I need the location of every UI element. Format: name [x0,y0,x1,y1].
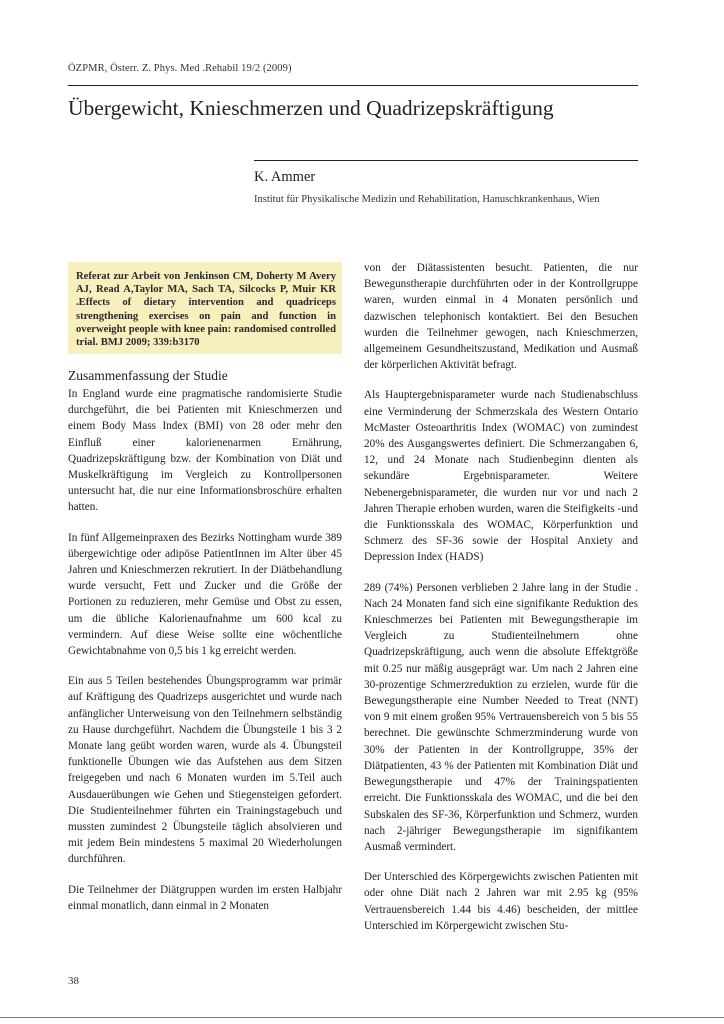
paragraph: In England wurde eine pragmatische randomisierte Studie durchgeführt, die bei Patienten mit Knieschmerzen und einem Body Mass Index (BMI) von 28 oder mehr den Einfluß einer kalorienenarmen Ernährung, Quadrizepskräftigung bzw. der Kombination von Diät und Muskelkräftigung im Vergleich zu Kontrollpersonen untersucht hat, die nur eine Informationsbroschüre erhalten hatten. [68,388,342,514]
page-number: 38 [68,975,79,987]
journal-citation: ÖZPMR, Österr. Z. Phys. Med .Rehabil 19/2 (2009) [68,63,292,74]
left-column [68,386,342,928]
paragraph: von der Diätassistenten besucht. Patienten, die nur Bewegunstherapie durchführten oder in der Kontrollgruppe waren, wurden einmal in 4 Monaten persönlich und dazwischen telephonisch kontaktiert. Bei den Besuchen wurden die Teilnehmer gewogen, nach Knieschmerzen, allgemeinem Gesundheitszustand, Medikation und Ausmaß der körperlichen Aktivität befragt. [364,262,638,372]
paragraph: Die Teilnehmer der Diätgruppen wurden im ersten Halbjahr einmal monatlich, dann einmal in 2 Monaten [68,883,342,912]
paragraph: Ein aus 5 Teilen bestehendes Übungsprogramm war primär auf Kräftigung des Quadrizeps ausgerichtet und wurde nach anfänglicher Unterweisung von den Teilnehmern selbständig zu Hause durchgeführt. Nachdem die Übungsteile 1 bis 3 2 Monate lang geübt worden waren, wurde als 4. Übungsteil funktionelle Übungen wie das Aufstehen aus dem Sitzen freigegeben und nach 6 Monaten wurden im 5.Teil auch Ausdauerübungen wie Gehen und Stiegensteigen gefordert. Die Studienteilnehmer führten ein Trainingstagebuch und mussten zumindest 2 Übungsteile täglich absolvieren und mit jedem Bein mindestens 5 maximal 20 Wiederholungen durchführen. [68,675,342,866]
footer-divider [0,1017,724,1018]
reference-text: Referat zur Arbeit von Jenkinson CM, Doherty M Avery AJ, Read A,Taylor MA, Sach TA, Silcocks P, Muir KR .Effects of dietary intervention and quadriceps strengthening exercises on pain and function in overweight people with knee pain: randomised controlled trial. BMJ 2009; 339:b3170 [76,271,336,349]
article-title: Übergewicht, Knieschmerzen und Quadrizepskräftigung [68,96,554,120]
header-divider [68,85,638,86]
paragraph: Als Hauptergebnisparameter wurde nach Studienabschluss eine Verminderung der Schmerzskala des Western Ontario McMaster Osteoarthritis Index (WOMAC) von zumindest 20% des Ausgangswertes definiert. Die Schmerzangaben 6, 12, und 24 Monate nach Studienbeginn dienten als sekundäre Ergebnisparameter. Weitere Nebenergebnisparameter, die wurden nur vor und nach 2 Jahren Therapie erhoben wurden, waren die Steifigkeits -und die Funktionsskala des WOMAC, Körperfunktion und Schmerz des SF-36 sowie der Hospital Anxiety and Depression Index (HADS) [364,389,638,564]
author-affiliation: Institut für Physikalische Medizin und Rehabilitation, Hanuschkrankenhaus, Wien [254,194,600,205]
right-column [364,260,638,948]
author-divider [254,160,638,161]
author-name: K. Ammer [254,169,316,185]
paragraph: 289 (74%) Personen verblieben 2 Jahre lang in der Studie . Nach 24 Monaten fand sich eine signifikante Reduktion des Knieschmerzes bei Patienten mit Bewegungstherapie im Vergleich zu Studienteilnehmern ohne Quadrizepskräftigung, auch wenn die absolute Effektgröße mit 0.25 nur mäßig ausgeprägt war. Um nach 2 Jahren eine 30-prozentige Schmerzreduktion zu erzielen, wurde für die Bewegungstherapie eine Number Needed to Treat (NNT) von 9 mit einem großen 95% Vertrauensbereich von 5 bis 55 berechnet. Die gewünschte Schmerzminderung wurde von 30% der Patienten in der Kontrollgruppe, 35% der Diätpatienten, 43 % der Patienten mit Kombination Diät und Bewegungstherapie und 47% der Trainingspatienten erreicht. Die Funktionsskala des WOMAC, und die bei den Subskalen des SF-36, Körperfunktion und Schmerz, wurden nach 2-jähriger Bewegungstherapie im signifikantem Ausmaß vermindert. [364,581,638,853]
paragraph: In fünf Allgemeinpraxen des Bezirks Nottingham wurde 389 übergewichtige oder adipöse PatientInnen im Alter über 45 Jahren und Knieschmerzen rekrutiert. In der Diätbehandlung wurde versucht, Fett und Zucker und die Größe der Portionen zu reduzieren, mehr Gemüse und Obst zu essen, um die übliche Kalorienaufnahme um 600 kcal zu vermindern. Auf diese Weise sollte eine wöchentliche Gewichtabnahme von 0,5 bis 1 kg erreicht werden. [68,531,342,658]
paragraph: Der Unterschied des Körpergewichts zwischen Patienten mit oder ohne Diät nach 2 Jahren war mit 2.95 kg (95% Vertrauensbereich 1.44 bis 4.46) bescheiden, der mittlee Unterschied im Körpergewicht zwischen Stu- [364,871,638,932]
section-heading: Zusammenfassung der Studie [68,368,228,383]
reference-box [68,262,342,354]
